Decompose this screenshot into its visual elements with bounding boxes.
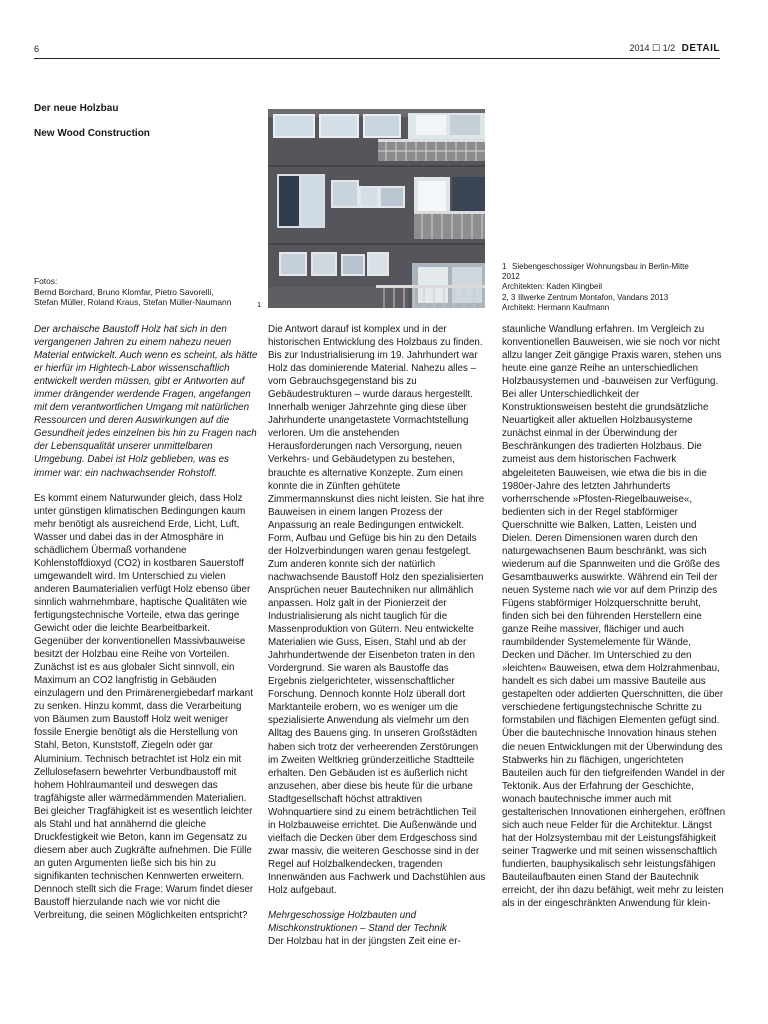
body-paragraph: staunliche Wandlung erfahren. Im Vergleich zu konventionellen Bauweisen, wie sie noch vor nicht allzu langer Zeit gängige Praxis waren, stehen uns heute eine ganze Reihe an unterschiedlichen Holzbausystemen und -bauweisen zur Verfügung. Bei aller Unterschiedlichkeit der Konstruktionsweisen besteht die grundsätzliche Neuartigkeit aller aktuellen Holzbausysteme zunächst einmal in der Überwindung der Beschränkungen des tradierten Holzbaus. Die zumeist aus dem historischen Fachwerk abgeleiteten Bauweisen, wie etwa die bis in die 1980er-Jahre des letzten Jahrhunderts vorherrschende »Pfosten-Riegelbauweise«, bedienten sich in der Regel stabförmiger Querschnitte wie Balken, Latten, Leisten und Dielen. Deren Dimensionen waren durch den naturgewachsenen Baum beschränkt, was sich wiederum auf die Spannweiten und die Größe des Gesamtbauwerks auswirkte. Während ein Teil der neuen Systeme nach wie vor auf dem Prinzip des Fügens stabförmiger Holzquerschnitte beruht, finden sich bei den führenden Herstellern eine ganze Reihe massiver, flächiger und auch raumbildender Systemelemente für Wände, Decken und Dächer. Im Unterschied zu den »leichten« Bauweisen, etwa dem Holzrahmenbau, handelt es sich dabei um massive Bauteile aus gestapelten oder addierten Querschnitten, die über verschiedene fertigungstechnische Schritte zu formstabilen und flächigen Elementen gefügt sind. Über die bautechnische Innovation hinaus stehen die neuen Entwicklungen mit der Überwindung des Stabwerks hin zu flächigen, ungerichteten Bauteilen auch für den tiefgreifenden Wandel in der Tektonik. Aus der Erfahrung der Geschichte, wonach bautechnische immer auch mit gestalterischen Innovationen einhergehen, eröffnen sich auch neue Felder für die Architektur. Längst hat der Holzsystembau mit der Leistungsfähigkeit seiner Tragwerke und mit seinen wissenschaftlich fundierten, bauphysikalisch sehr leistungsfähigen Bauteilaufbauten einen Stand der Bautechnik erreicht, der ihn dazu befähigt, weit mehr zu leisten als in der eingeschränkten Anwendung für klein- [502, 324, 726, 910]
caption-number: 1 [502, 262, 507, 271]
caption-text: Architekten: Kaden Klingbeil [502, 282, 603, 292]
caption-text: 2012 [502, 272, 520, 282]
body-paragraph: Die Antwort darauf ist komplex und in der historischen Entwicklung des Holzbaus zu finden. Bis zur Industrialisierung im 19. Jahrhundert war Holz das dominierende Material. Nahezu alles – vom Gebrauchsgegenstand bis zu Gebäudestrukturen – wurde daraus hergestellt. Innerhalb weniger Jahrzehnte ging diese über Jahrhunderte unangetastete Vormachtstellung verloren. Um die anstehenden Herausforderungen nach Versorgung, neuen Verkehrs- und Gebäudetypen zu bestehen, brauchte es alternative Konzepte. Zum einen konnte die in Zünften gehütete Zimmermannskunst dies nicht leisten. Sie hat ihre Bauweisen in einem langen Prozess der Anpassung an reale Bedingungen entwickelt. Form, Aufbau und Gefüge bis hin zu den Details der Holzverbindungen waren genau festgelegt. Zum anderen konnte sich der natürlich nachwachsende Baustoff Holz den spezialisierten Ansprüchen neuer Bautechniken nur allmählich anpassen. Holz galt in der Pionierzeit der Industrialisierung als nicht tauglich für die Massenproduktion von Gütern. Neu entwickelte Materialien wie Guss, Eisen, Stahl und ab der Jahrhundertwende der Eisenbeton traten in den Vordergrund. Sie waren als Baustoffe das Ergebnis zielgerichteter, wissenschaftlicher Forschung. Dennoch konnte Holz überall dort Marktanteile erobern, wo es weniger um die spezialisierte Anwendung als vielmehr um den Alltag des Bauens ging. In unseren Großstädten haben sich trotz der verheerenden Zerstörungen im Zweiten Weltkrieg gründerzeitliche Stadtteile erhalten. Den Gebäuden ist es äußerlich nicht anzusehen, aber diese bis heute für die urbane Stadtgesellschaft höchst attraktiven Wohnquartiere sind zu einem beträchtlichen Teil in Holzbauweise errichtet. Die Außenwände und vielfach die Decken über dem Erdgeschoss sind zwar massiv, die weiteren Geschosse sind in der Regel auf Holzbalkendecken, tragenden Innenwänden aus Fachwerk und Dachstühlen aus Holz aufgebaut. [268, 324, 486, 897]
image-captions [502, 262, 732, 313]
article-title-german: Der neue Holzbau [34, 103, 119, 114]
magazine-logo: DETAIL [681, 43, 720, 54]
image-number: 1 [257, 300, 262, 309]
text-column-2 [268, 323, 486, 948]
photo-credits-line: Stefan Müller, Roland Kraus, Stefan Müller-Naumann [34, 297, 232, 308]
text-column-3 [502, 323, 726, 910]
lead-paragraph: Der archaische Baustoff Holz hat sich in den vergangenen Jahren zu einem nahezu neuen Material entwickelt. Auch wenn es scheint, als hätte er hierfür im Hightech-Labor wissenschaftlich entwickelt werden müssen, gibt er Antworten auf immer drängender werdende Fragen, angefangen mit dem verantwortlichen Umgang mit natürlichen Ressourcen und deren Auswirkungen auf die Gesundheit jedes einzelnen bis hin zu Fragen nach der Lebensqualität unserer unmittelbaren Umgebung. Dabei ist Holz geblieben, was es immer war: ein nachwachsender Rohstoff. [34, 324, 258, 479]
section-subheading: Mehrgeschossige Holzbauten und Mischkonstruktionen – Stand der Technik [268, 910, 447, 935]
caption-number: 2, 3 [502, 292, 516, 302]
caption-2 [502, 293, 732, 303]
caption-text: Architekt: Hermann Kaufmann [502, 302, 610, 312]
photo-credits [34, 276, 264, 308]
caption-text: Siebengeschossiger Wohnungsbau in Berlin-Mitte [512, 262, 689, 271]
body-paragraph: Es kommt einem Naturwunder gleich, dass Holz unter günstigen klimatischen Bedingungen kaum mehr benötigt als ausreichend Erde, Licht, Luft, Wasser und dabei das in der Atmosphäre in schädlichem Übermaß vorhandene Kohlenstoffdioxyd (CO2) in kostbaren Sauerstoff umgewandelt wird. Im Unterschied zu vielen anderen Baumaterialien verfügt Holz ebenso über sinnlich wahrnehmbare, haptische Qualitäten wie fertigungstechnische Vorteile, etwa das geringe Gewicht oder die leichte Bearbeitbarkeit. Gegenüber der konventionellen Massivbauweise besitzt der Holzbau eine Reihe von Vorteilen. Zunächst ist es aus globaler Sicht sinnvoll, ein Maximum an CO2 langfristig in Gebäuden einzulagern und den Primärenergiebedarf markant zu senken. Hinzu kommt, dass die Verarbeitung von Bäumen zum Baustoff Holz weit weniger fossile Energie benötigt als die Herstellung von Stahl, Beton, Kunststoff, Ziegeln oder gar Aluminium. Technisch betrachtet ist Holz ein mit Zellulosefasern bewehrter Verbundbaustoff mit hohem Hohlraumanteil und deswegen das tragfähigste aller wärmedämmenden Materialien. Bei gleicher Tragfähigkeit ist es wesentlich leichter als Stahl und hat annähernd die gleiche Druckfestigkeit wie Beton, kann im Gegensatz zu diesem aber auch Zugkräfte aufnehmen. Die Fülle an guten Argumenten ließe sich bis hin zu signifikanten technischen Kennwerten erweitern. Dennoch stellt sich die Frage: Warum findet dieser Baustoff hierzulande nach wie vor nicht die Verbreitung, die seinen Möglichkeiten entspricht? [34, 492, 254, 922]
photo-credits-line: Bernd Borchard, Bruno Klomfar, Pietro Savorelli, [34, 286, 214, 297]
text-column-1 [34, 323, 258, 922]
page-header [34, 42, 720, 59]
body-paragraph: Der Holzbau hat in der jüngsten Zeit eine er- [268, 936, 461, 948]
page-number: 6 [34, 44, 40, 54]
caption-1 [502, 262, 732, 272]
article-title-english: New Wood Construction [34, 128, 150, 139]
photo-credits-label: Fotos: [34, 276, 58, 286]
header-right [630, 43, 721, 54]
facade-illustration [268, 103, 485, 308]
caption-text: Illwerke Zentrum Montafon, Vandans 2013 [518, 292, 669, 302]
issue-label: 2014 ☐ 1/2 [629, 43, 676, 53]
building-facade-photo [268, 103, 485, 308]
